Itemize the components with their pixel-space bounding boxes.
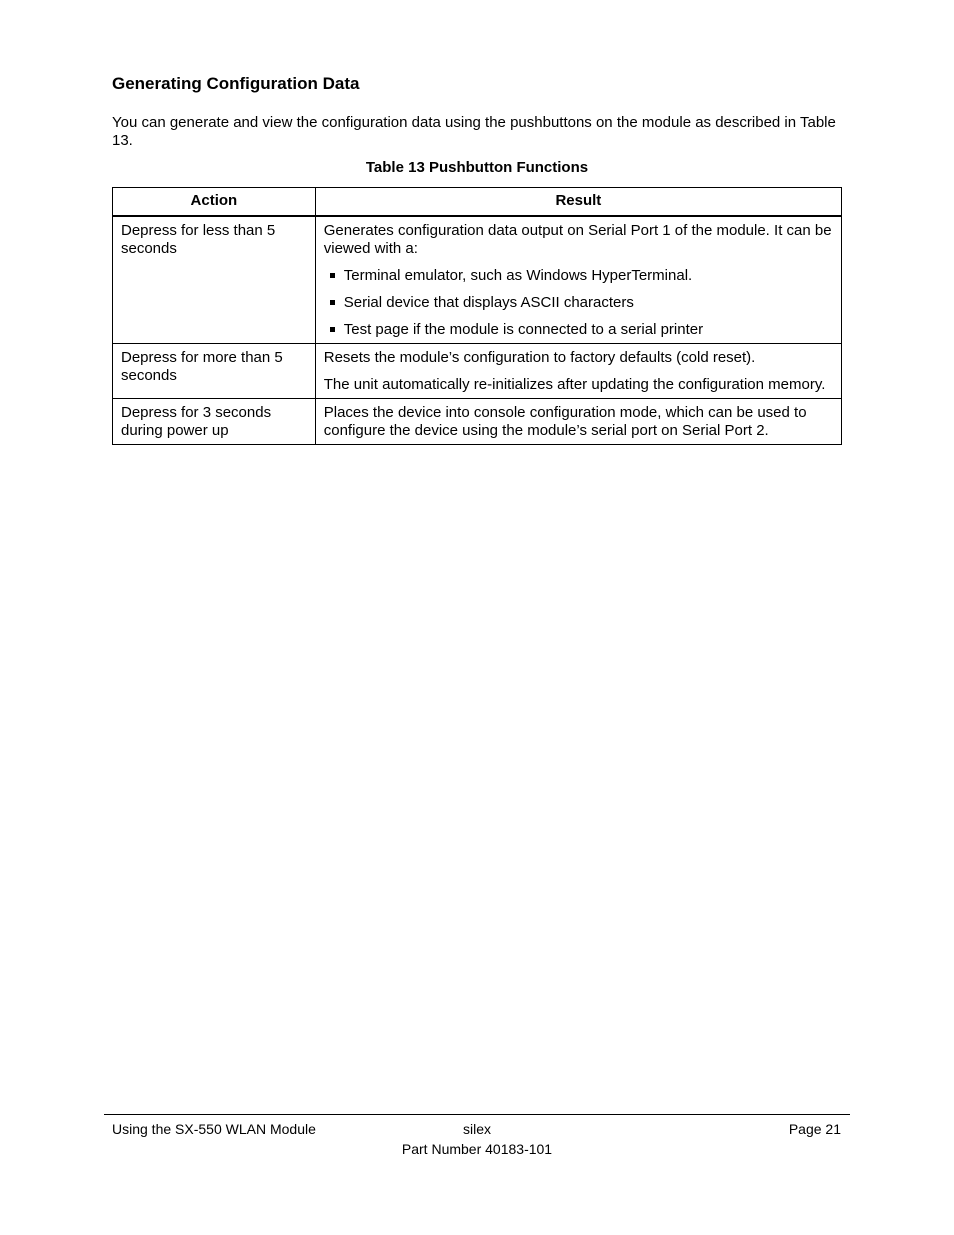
footer-part-number: Part Number 40183-101: [401, 1141, 553, 1157]
table-row: [113, 399, 842, 445]
list-item-text: Test page if the module is connected to a serial printer: [343, 321, 704, 338]
intro-paragraph: You can generate and view the configuration data using the pushbuttons on the module as described in Table 13.: [112, 114, 836, 149]
table-caption: Table 13 Pushbutton Functions: [365, 159, 589, 176]
result-text: The unit automatically re-initializes after updating the configuration memory.: [323, 376, 826, 393]
result-text: Places the device into console configuration mode, which can be used to configure the device using the module’s serial port on Serial Port 2.: [323, 404, 807, 439]
result-cell: [315, 344, 841, 399]
list-item: [344, 267, 833, 285]
list-item: [344, 294, 833, 312]
list-item-text: Serial device that displays ASCII characters: [343, 294, 634, 311]
action-cell: Depress for more than 5 seconds: [113, 344, 316, 399]
table-row: [113, 344, 842, 399]
viewer-list: [324, 267, 833, 339]
result-cell: [315, 216, 841, 344]
footer-page-number: Page 21: [788, 1121, 841, 1137]
footer-company: silex: [462, 1121, 491, 1137]
square-bullet-icon: [330, 300, 335, 305]
pushbutton-functions-table: [112, 187, 842, 445]
result-cell: [315, 399, 841, 445]
action-cell: Depress for 3 seconds during power up: [113, 399, 316, 445]
action-cell: Depress for less than 5 seconds: [113, 216, 316, 344]
list-item: [344, 321, 833, 339]
result-text: Generates configuration data output on Serial Port 1 of the module. It can be viewed with a:: [323, 222, 832, 257]
list-item-text: Terminal emulator, such as Windows HyperTerminal.: [343, 267, 693, 284]
header-result: Result: [315, 188, 841, 217]
square-bullet-icon: [330, 273, 335, 278]
result-text: Resets the module’s configuration to factory defaults (cold reset).: [323, 349, 756, 366]
header-action: Action: [113, 188, 316, 217]
footer-divider: [104, 1114, 850, 1115]
section-heading: Generating Configuration Data: [112, 74, 360, 93]
footer-document-title: Using the SX-550 WLAN Module: [112, 1121, 316, 1137]
table-header-row: [113, 188, 842, 217]
table-row: [113, 216, 842, 344]
square-bullet-icon: [330, 327, 335, 332]
